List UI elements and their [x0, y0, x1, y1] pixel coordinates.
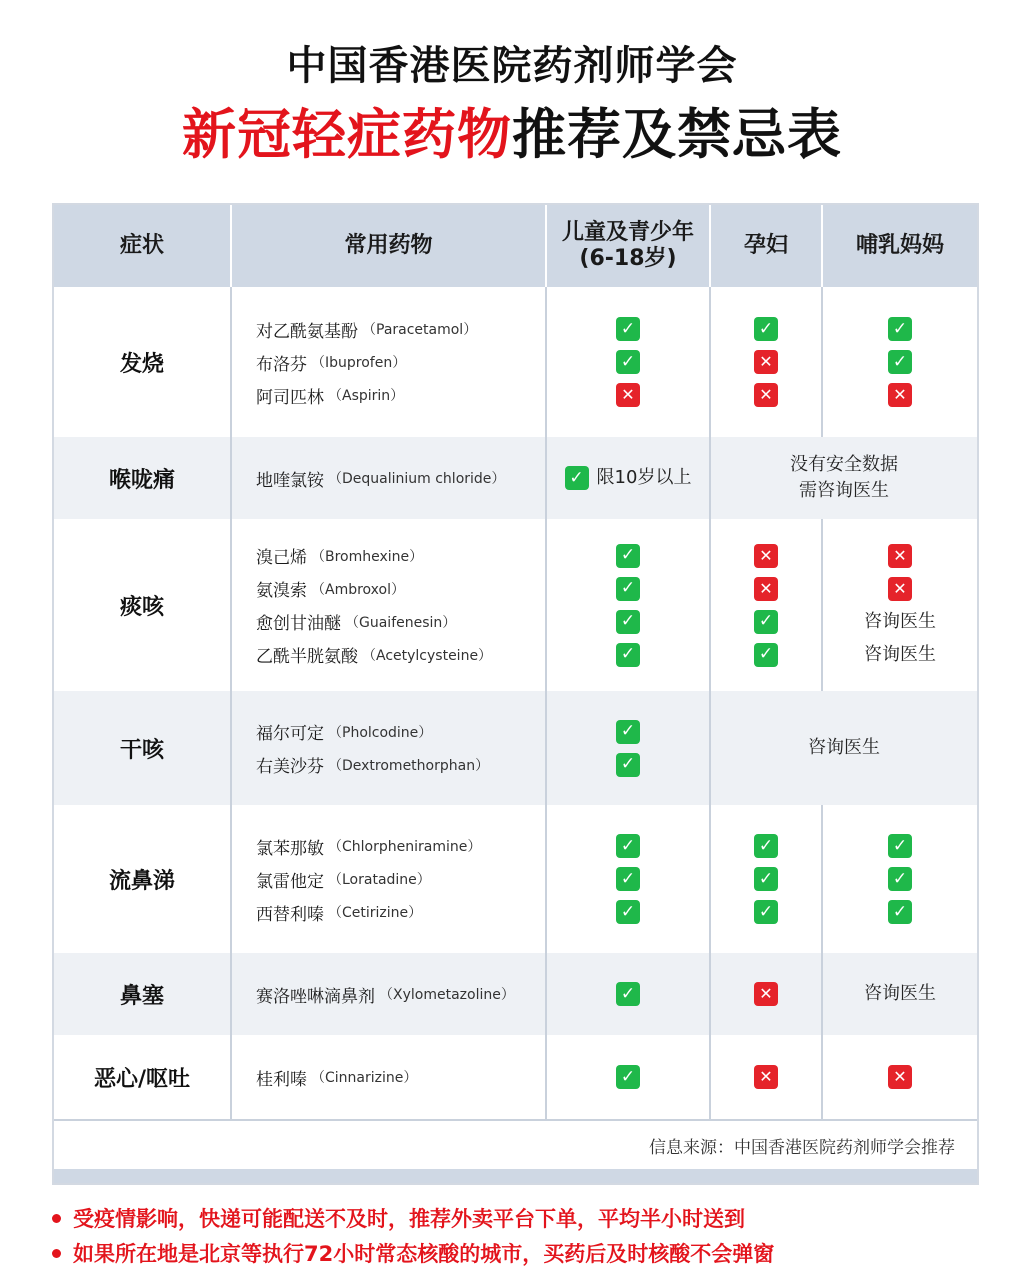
drug-item	[256, 748, 489, 781]
drug-name-en: （Ambroxol）	[311, 581, 405, 598]
check-icon: ✓	[616, 544, 640, 568]
mark-cell	[616, 539, 640, 572]
mark-cell	[616, 748, 640, 781]
medication-table	[52, 203, 979, 1185]
check-icon: ✓	[754, 643, 778, 667]
drug-name-cn: 氯雷他定	[256, 871, 324, 892]
divider	[230, 437, 232, 519]
drug-name-cn: 西替利嗪	[256, 904, 324, 925]
cross-icon: ✕	[754, 350, 778, 374]
drug-name-cn: 布洛芬	[256, 354, 307, 375]
cross-icon: ✕	[888, 577, 912, 601]
check-icon: ✓	[888, 867, 912, 891]
drug-name-cn: 愈创甘油醚	[256, 614, 341, 634]
divider	[230, 287, 232, 437]
merged-note-text: 没有安全数据 需咨询医生	[790, 454, 898, 501]
note-item	[52, 1203, 992, 1233]
mark-cell	[864, 605, 936, 638]
divider	[545, 805, 547, 953]
consult-text: 咨询医生	[864, 643, 936, 665]
symptom-cell	[54, 287, 230, 437]
divider	[821, 805, 823, 953]
symptom-cell	[54, 953, 230, 1035]
symptom-cell	[54, 437, 230, 519]
pregnant-cell	[711, 805, 821, 953]
divider	[230, 691, 232, 805]
check-icon: ✓	[565, 466, 589, 490]
merged-note-cell	[711, 691, 977, 805]
drug-name-en: （Dequalinium chloride）	[328, 471, 506, 487]
divider	[709, 437, 711, 519]
drug-name-cn: 桂利嗪	[256, 1069, 307, 1090]
check-icon: ✓	[616, 610, 640, 634]
mark-cell	[754, 346, 778, 379]
pregnant-cell	[711, 953, 821, 1035]
cross-icon: ✕	[754, 982, 778, 1006]
drug-name-en: （Cinnarizine）	[311, 1070, 418, 1086]
drug-name-cn: 福尔可定	[256, 724, 324, 744]
footer-bar	[54, 1169, 977, 1183]
mark-cell	[888, 313, 912, 346]
drug-item	[256, 863, 431, 896]
divider	[545, 519, 547, 691]
drug-name-cn: 右美沙芬	[256, 757, 324, 777]
mark-cell	[616, 715, 640, 748]
check-icon: ✓	[754, 317, 778, 341]
divider	[709, 805, 711, 953]
symptom-label: 恶心/呕吐	[93, 1066, 191, 1092]
drug-name-cn: 溴己烯	[256, 548, 307, 568]
col-header-pregnant: 孕妇	[743, 233, 788, 258]
children-cell	[547, 953, 709, 1035]
cross-icon: ✕	[888, 1065, 912, 1089]
subtitle-black: 推荐及禁忌表	[512, 103, 842, 166]
consult-text: 咨询医生	[864, 983, 936, 1004]
divider	[230, 953, 232, 1035]
check-icon: ✓	[888, 834, 912, 858]
mark-cell	[754, 379, 778, 412]
mark-cell	[888, 1061, 912, 1094]
bullet-icon	[52, 1249, 61, 1258]
divider	[821, 953, 823, 1035]
drug-name-cn: 氯苯那敏	[256, 838, 324, 859]
divider	[821, 1035, 823, 1119]
divider	[709, 287, 711, 437]
children-cell	[547, 805, 709, 953]
mark-cell	[888, 346, 912, 379]
pregnant-cell	[711, 1035, 821, 1119]
divider	[545, 1035, 547, 1119]
mark-cell	[616, 572, 640, 605]
check-icon: ✓	[754, 610, 778, 634]
mark-cell	[754, 605, 778, 638]
mark-cell	[616, 605, 640, 638]
drug-item	[256, 379, 404, 412]
divider	[545, 287, 547, 437]
check-icon: ✓	[616, 900, 640, 924]
mark-cell	[888, 863, 912, 896]
table-row	[54, 953, 977, 1035]
check-icon: ✓	[616, 577, 640, 601]
check-icon: ✓	[754, 867, 778, 891]
symptom-label: 干咳	[119, 737, 164, 763]
drugs-cell	[232, 437, 545, 519]
note-item	[52, 1238, 992, 1268]
col-header-nursing: 哺乳妈妈	[855, 233, 944, 258]
drug-item	[256, 978, 515, 1011]
header-title: 中国香港医院药剂师学会	[286, 43, 738, 89]
header-subtitle	[0, 92, 1024, 169]
divider	[709, 953, 711, 1035]
table-row	[54, 691, 977, 805]
bullet-icon	[52, 1214, 61, 1223]
symptom-label: 发烧	[119, 351, 164, 377]
cross-icon: ✕	[616, 383, 640, 407]
divider	[545, 953, 547, 1035]
mark-cell	[754, 1061, 778, 1094]
nursing-cell	[823, 953, 977, 1035]
drug-item	[256, 572, 405, 605]
drug-name-en: （Paracetamol）	[362, 322, 478, 338]
note-text: 如果所在地是北京等执行72小时常态核酸的城市，买药后及时核酸不会弹窗	[73, 1242, 775, 1266]
divider	[709, 691, 711, 805]
nursing-cell	[823, 519, 977, 691]
divider	[545, 691, 547, 805]
pregnant-cell	[711, 287, 821, 437]
mark-cell	[754, 539, 778, 572]
drug-name-cn: 地喹氯铵	[256, 470, 324, 491]
drug-name-en: （Pholcodine）	[328, 724, 433, 741]
symptom-cell	[54, 805, 230, 953]
divider	[230, 1035, 232, 1119]
mark-cell	[616, 830, 640, 863]
drug-name-en: （Loratadine）	[328, 872, 431, 888]
age-limit-text: 限10岁以上	[596, 467, 692, 488]
check-icon: ✓	[754, 834, 778, 858]
col-header-drugs: 常用药物	[344, 233, 433, 258]
table-row	[54, 805, 977, 953]
check-icon: ✓	[616, 317, 640, 341]
mark-cell	[888, 572, 912, 605]
drug-item	[256, 896, 422, 929]
symptom-label: 鼻塞	[119, 983, 164, 1009]
mark-cell	[616, 346, 640, 379]
mark-cell	[616, 379, 640, 412]
table-row	[54, 437, 977, 519]
table-row	[54, 287, 977, 437]
table-row	[54, 1035, 977, 1119]
mark-cell	[616, 313, 640, 346]
drug-item	[256, 313, 477, 346]
drug-name-en: （Dextromethorphan）	[328, 757, 490, 774]
mark-cell	[888, 379, 912, 412]
mark-cell	[754, 638, 778, 671]
check-icon: ✓	[616, 982, 640, 1006]
mark-cell	[754, 978, 778, 1011]
drug-name-en: （Aspirin）	[328, 388, 405, 404]
mark-cell	[616, 978, 640, 1011]
check-icon: ✓	[888, 317, 912, 341]
consult-text: 咨询医生	[864, 610, 936, 632]
check-icon: ✓	[616, 753, 640, 777]
check-icon: ✓	[616, 720, 640, 744]
mark-cell	[754, 830, 778, 863]
drug-item	[256, 830, 481, 863]
table-row	[54, 519, 977, 691]
mark-cell	[616, 863, 640, 896]
col-header-symptom: 症状	[119, 233, 164, 258]
children-cell	[547, 519, 709, 691]
drugs-cell	[232, 1035, 545, 1119]
check-icon: ✓	[616, 867, 640, 891]
drugs-cell	[232, 519, 545, 691]
divider	[709, 1035, 711, 1119]
merged-note-cell	[711, 437, 977, 519]
mark-cell	[616, 638, 640, 671]
check-icon: ✓	[888, 900, 912, 924]
children-cell	[547, 287, 709, 437]
drug-name-en: （Cetirizine）	[328, 905, 423, 921]
mark-cell	[888, 539, 912, 572]
note-text: 受疫情影响，快递可能配送不及时，推荐外卖平台下单，平均半小时送到	[73, 1207, 745, 1231]
drug-name-cn: 赛洛唑啉滴鼻剂	[256, 986, 375, 1007]
drug-name-en: （Acetylcysteine）	[362, 647, 493, 664]
mark-cell	[754, 313, 778, 346]
drug-item	[256, 1061, 417, 1094]
mark-cell	[864, 978, 936, 1011]
divider	[821, 287, 823, 437]
cross-icon: ✕	[754, 383, 778, 407]
divider	[821, 519, 823, 691]
limited-mark	[565, 462, 692, 495]
drugs-cell	[232, 691, 545, 805]
divider	[709, 205, 711, 287]
drug-item	[256, 346, 406, 379]
cross-icon: ✕	[754, 544, 778, 568]
drug-name-en: （Chlorpheniramine）	[328, 839, 482, 855]
check-icon: ✓	[888, 350, 912, 374]
check-icon: ✓	[754, 900, 778, 924]
symptom-cell	[54, 691, 230, 805]
drug-name-en: （Xylometazoline）	[379, 987, 515, 1003]
children-cell	[547, 1035, 709, 1119]
drug-name-en: （Ibuprofen）	[311, 355, 407, 371]
mark-cell	[888, 896, 912, 929]
mark-cell	[754, 896, 778, 929]
drug-item	[256, 605, 456, 638]
drug-item	[256, 715, 432, 748]
symptom-label: 痰咳	[119, 594, 164, 620]
cross-icon: ✕	[888, 544, 912, 568]
divider	[230, 205, 232, 287]
merged-note-text: 咨询医生	[808, 737, 880, 758]
drug-name-cn: 阿司匹林	[256, 387, 324, 408]
nursing-cell	[823, 805, 977, 953]
nursing-cell	[823, 287, 977, 437]
pregnant-cell	[711, 519, 821, 691]
source-note: 信息来源：中国香港医院药剂师学会推荐	[54, 1119, 977, 1169]
cross-icon: ✕	[754, 577, 778, 601]
col-header-children: 儿童及青少年 (6-18岁)	[561, 220, 694, 271]
mark-cell	[754, 863, 778, 896]
cross-icon: ✕	[888, 383, 912, 407]
mark-cell	[616, 896, 640, 929]
children-cell	[547, 437, 709, 519]
symptom-label: 流鼻涕	[108, 868, 175, 894]
divider	[545, 205, 547, 287]
children-cell	[547, 691, 709, 805]
drugs-cell	[232, 287, 545, 437]
divider	[545, 437, 547, 519]
drugs-cell	[232, 953, 545, 1035]
divider	[709, 519, 711, 691]
drug-item	[256, 539, 423, 572]
divider	[821, 205, 823, 287]
drug-name-en: （Guaifenesin）	[345, 614, 457, 631]
drug-item	[256, 462, 505, 495]
mark-cell	[888, 830, 912, 863]
drug-name-cn: 氨溴索	[256, 581, 307, 601]
check-icon: ✓	[616, 834, 640, 858]
subtitle-red: 新冠轻症药物	[182, 103, 512, 166]
drug-name-cn: 乙酰半胱氨酸	[256, 647, 358, 667]
mark-cell	[864, 638, 936, 671]
mark-cell	[616, 1061, 640, 1094]
drug-item	[256, 638, 492, 671]
divider	[230, 805, 232, 953]
table-header-row	[54, 205, 977, 287]
check-icon: ✓	[616, 1065, 640, 1089]
nursing-cell	[823, 1035, 977, 1119]
check-icon: ✓	[616, 350, 640, 374]
symptom-label: 喉咙痛	[108, 467, 175, 493]
divider	[230, 519, 232, 691]
drug-name-en: （Bromhexine）	[311, 548, 424, 565]
symptom-cell	[54, 1035, 230, 1119]
symptom-cell	[54, 519, 230, 691]
drugs-cell	[232, 805, 545, 953]
drug-name-cn: 对乙酰氨基酚	[256, 321, 358, 342]
check-icon: ✓	[616, 643, 640, 667]
mark-cell	[754, 572, 778, 605]
cross-icon: ✕	[754, 1065, 778, 1089]
